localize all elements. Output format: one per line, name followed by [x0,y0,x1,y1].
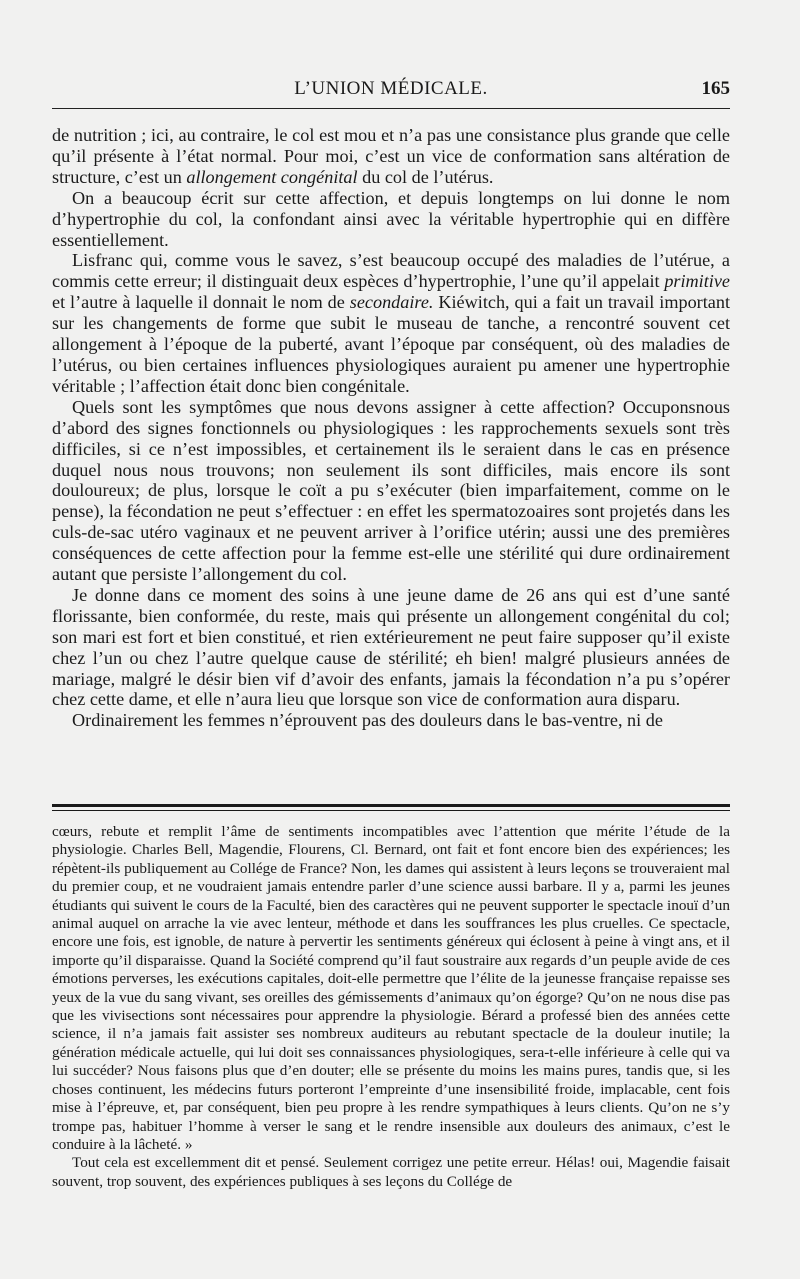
paragraph-1 [52,125,730,188]
footnote-paragraph-2: Tout cela est excellemment dit et pensé. Seulement corrigez une petite erreur. Hélas! oui, Magendie faisait souvent, trop souvent, des expériences publiques à ses leçons du Collége de [52,1154,730,1190]
paragraph-3-part-c: Kiéwitch, qui a fait un travail important sur les changements de forme que subit le museau de tanche, a rencontré souvent cet allongement à l’époque de la puberté, avant l’époque par conséquent, où des maladies de l’utérus, ou bien certaines influences physiologiques auraient pu amener une hypertrophie véritable ; l’affection était donc bien congénitale. [52,292,730,396]
page-header [52,78,730,106]
paragraph-2: On a beaucoup écrit sur cette affection, et depuis longtemps on lui donne le nom d’hypertrophie du col, la confondant ainsi avec la véritable hypertrophie qui en diffère essentiellement. [52,187,730,250]
footnote-paragraph-1: cœurs, rebute et remplit l’âme de sentiments incompatibles avec l’attention que mérite l’étude de la physiologie. Charles Bell, Magendie, Flourens, Cl. Bernard, ont fait et font encore bien des expériences; les répètent-ils publiquement au Collége de France? Non, les dames qui assistent à leurs leçons se trouveraient mal du premier coup, et ne voudraient jamais entendre parler d’une science aussi barbare. Il y a, parmi les jeunes étudiants qui suivent le cours de la Faculté, bien des caractères qui ne peuvent supporter le spectacle inouï d’un animal auquel on arrache la vie avec lenteur, méthode et dans les souffrances les plus cruelles. Ce spectacle, encore une fois, est ignoble, de nature à pervertir les sentiments généreux qui éclosent à peine à vingt ans, et il importe qu’il disparaisse. Quand la Société comprend qu’il faut soustraire aux regards d’un peuple avide de ces émotions perverses, les exécutions capitales, doit-elle permettre que l’élite de la jeunesse française repaisse ses yeux de la vue du sang vivant, ses oreilles des gémissements d’animaux qu’on égorge? Qu’on ne nous dise pas que les vivisections sont nécessaires pour apprendre la physiologie. Bérard a professé bien des années cette science, il n’a jamais fait assister ses nombreux auditeurs au rebutant spectacle de la douleur inutile; la génération médicale actuelle, qui lui doit ses connaissances physiologiques, sera-t-elle inférieure à celle qui va lui succéder? Nous faisons plus que d’en douter; elle se présente du moins les mains pures, tandis que, si les choses continuent, les médecins futurs porteront l’empreinte d’une insensibilité froide, implacable, cent fois mise à l’épreuve, et, par conséquent, bien peu propre à les rendre sympathiques à leurs clients. Qu’on ne s’y trompe pas, habituer l’homme à verser le sang et le rendre insensible aux douleurs des animaux, c’est le conduire à la lâcheté. » [52,823,730,1153]
paragraph-6: Ordinairement les femmes n’éprouvent pas des douleurs dans le bas-ventre, ni de [72,710,663,731]
paragraph-3 [52,250,730,396]
paragraph-1-end: du col de l’utérus. [357,166,494,187]
paragraph-3-emphasis-1: primitive [664,271,730,292]
paragraph-3-part-b: et l’autre à laquelle il donnait le nom de [52,292,350,313]
paragraph-1-emphasis: allongement congénital [186,166,358,187]
footnote [52,823,730,1191]
paragraph-3-part-a: Lisfranc qui, comme vous le savez, s’est beaucoup occupé des maladies de l’utérue, a commis cette erreur; il distinguait deux espèces d’hypertrophie, l’une qu’il appelait [52,250,730,292]
header-rule [52,108,730,109]
main-text [52,125,730,731]
footnote-rule [52,804,730,807]
paragraph-5: Je donne dans ce moment des soins à une jeune dame de 26 ans qui est d’une santé florissante, bien conformée, du reste, mais qui présente un allongement congénital du col; son mari est fort et bien constitué, et rien extérieurement ne peut faire supposer qu’il existe chez l’un ou chez l’autre quelque cause de stérilité; eh bien! malgré plusieurs années de mariage, malgré le désir bien vif d’avoir des enfants, jamais la fécondation n’a pu s’opérer chez cette dame, et elle n’aura lieu que lorsque son vice de conformation aura disparu. [52,584,730,710]
footnote-rule-thin [52,810,730,811]
running-title: L’UNION MÉDICALE. [294,78,488,99]
paragraph-3-emphasis-2: secondaire. [349,292,434,313]
paragraph-4: Quels sont les symptômes que nous devons assigner à cette affection? Occuponsnous d’abord des signes fonctionnels ou physiologiques : les rapprochements sexuels sont très difficiles, si ce n’est impossibles, et certainement ils le seraient dans le cas en présence duquel nous nous trouvons; non seulement ils sont difficiles, mais encore ils sont douloureux; de plus, lorsque le coït a pu s’exécuter (bien imparfaitement, comme on le pense), la fécondation ne peut s’effectuer : en effet les spermatozoaires sont projetés dans les culs-de-sac utéro vaginaux et ne peuvent arriver à l’orifice utérin; aussi une des premières conséquences de cette affection pour la femme est-elle une stérilité qui dure ordinairement autant que persiste l’allongement du col. [52,396,730,585]
page-number: 165 [701,78,730,99]
paragraph-1-text: de nutrition ; ici, au contraire, le col est mou et n’a pas une consistance plus grande que celle qu’il présente à l’état normal. Pour moi, c’est un vice de conformation sans altération de structure, c’est un [52,125,730,187]
